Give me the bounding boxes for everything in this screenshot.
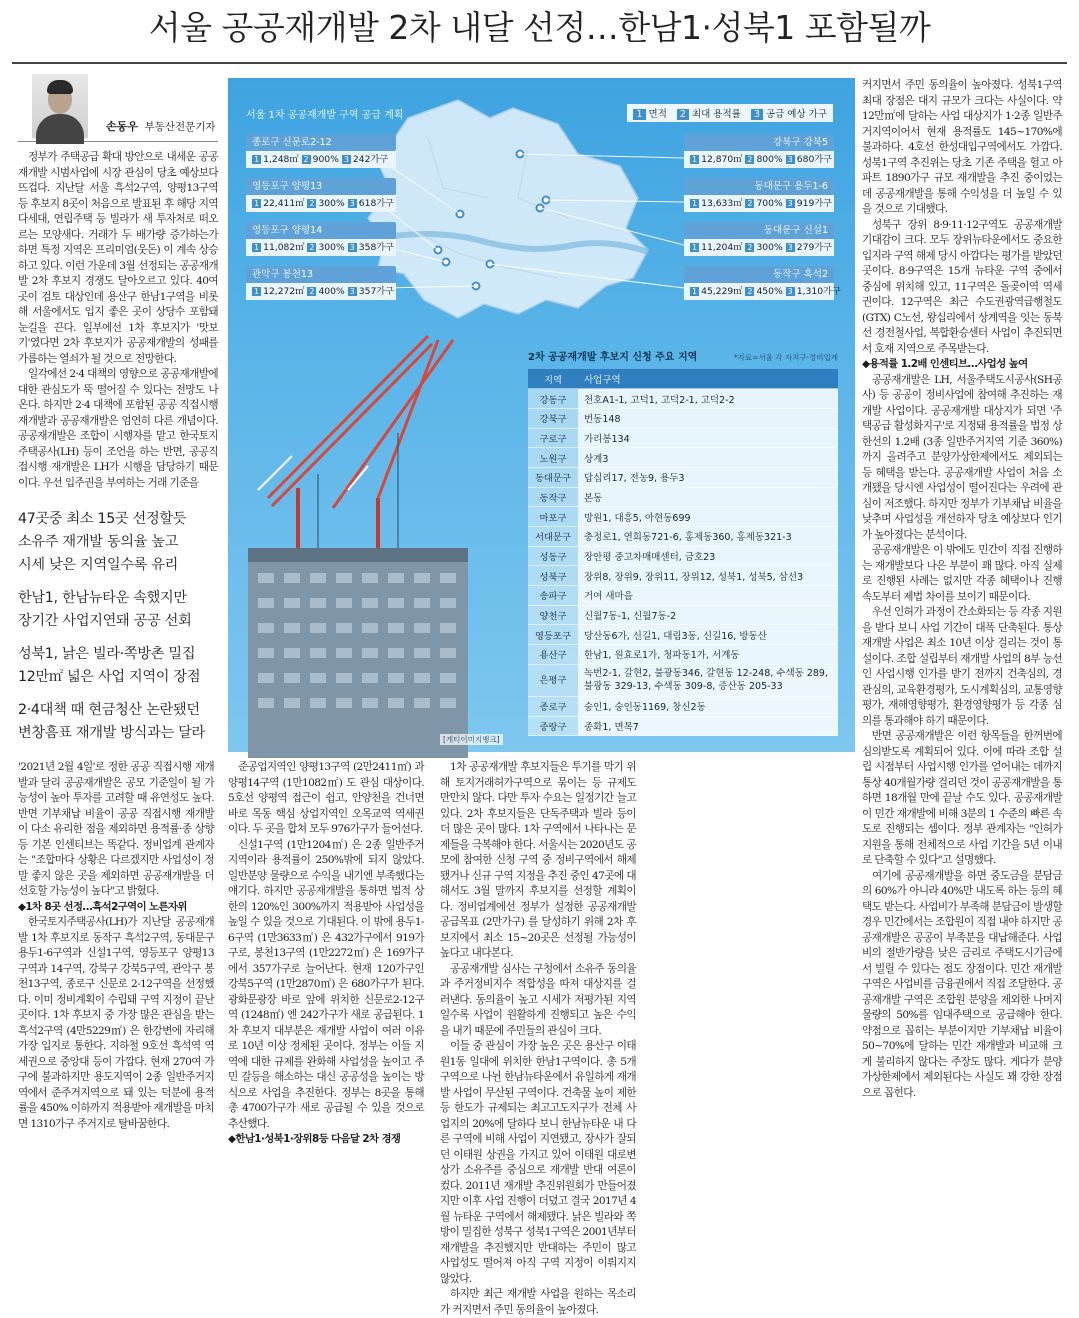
reporter-photo xyxy=(32,74,88,138)
table-cell-district: 종로구 xyxy=(528,696,578,716)
district-values: 1 11,082㎡ 2 300% 3 358가구 xyxy=(246,239,396,256)
district-far: 400% xyxy=(318,286,345,297)
pull-quote-line: 변창흠표 재개발 방식과는 달라 xyxy=(18,725,205,741)
table-row xyxy=(528,389,838,409)
district-units: 357가구 xyxy=(358,286,395,297)
table-cell-district: 중랑구 xyxy=(528,716,578,736)
district-values: 1 45,229㎡ 2 450% 3 1,310가구 xyxy=(684,283,834,300)
pull-quote-line: 47곳중 최소 15곳 선정할듯 xyxy=(18,511,187,527)
table-cell-areas: 상계3 xyxy=(578,448,838,468)
headline: 서울 공공재개발 2차 내달 선정…한남1·성북1 포함될까 xyxy=(148,8,931,47)
article-paragraph: 성북구 장위 8·9·11·12구역도 공공재개발 기대감이 크다. 모두 장위뉴타운에서도 중요한 입지라 구역 해제 당시 아깝다는 평가를 받았던 곳이다. 8·9구역은 15개 뉴타운 구역 중에서 중심에 위치해 있고, 11구역은 돌곶이역 역세권이다. 12구역은 최근 수도권광역급행철도 (GTX) C노선, 왕십리에서 상계역을 잇는 동북선 경전철사업, 복합환승센터 사업이 추진되면서 호재 지역으로 주목받는다. xyxy=(862,218,1062,355)
table-row xyxy=(528,408,838,428)
article-paragraph: 공공재개발은 LH, 서울주택도시공사(SH공사) 등 공공이 정비사업에 참여해 추진하는 재개발 사업이다. 공공재개발 대상지가 되면 '주택공급 활성화지구'로 지정돼 용적률을 법정 상한선의 1.2배 (3종 일반주거지역 기준 360%) 까지 올려주고 분양가상한제에서도 제외되는 등 혜택을 받는다. 공공재개발 사업이 처음 소개됐을 당시엔 사업성이 떨어진다는 우려에 관심이 저조했다. 하지만 정부가 기부채납 비율을 낮추며 사업성을 개선하자 당초 예상보다 인기가 높아졌다는 분석이다. xyxy=(862,373,1062,541)
table-cell-district: 송파구 xyxy=(528,586,578,606)
table-source: *자료=서울 각 자치구·정비업계 xyxy=(733,353,838,362)
table-cell-district: 서대문구 xyxy=(528,527,578,547)
article-paragraph: 정부가 주택공급 확대 방안으로 내세운 공공재개발 시범사업에 시장 관심이 당초 예상보다 뜨겁다. 지난달 서울 흑석2구역, 양평13구역 등 후보지 8곳이 처음으로 발표된 후 해당 지역 다세대, 연립주택 등 빌라가 새 투자처로 떠오르는 모양새다. 거래가 두 배가량 증가하는가 하면 특정 지역은 프리미엄(웃돈) 이 계속 상승하고 있다. 이런 가운데 3월 선정되는 공공재개발 2차 후보지 경쟁도 달아오르고 있다. 40여 곳이 검토 대상인데 용산구 한남1구역을 비롯해 서울에서도 입지 좋은 곳이 상당수 포함돼 눈길을 끈다. 일부에선 1차 후보지가 '맛보기'였다면 2차 후보지가 공공재개발의 성패를 가름하는 열쇠가 될 것으로 전망한다. xyxy=(18,151,218,365)
legend-item: 2 최대 용적률 xyxy=(677,106,741,120)
article-paragraph: 공공재개발은 이 밖에도 민간이 직접 진행하는 재개발보다 나은 부분이 꽤 많다. 아직 실제로 진행된 사례는 없지만 각종 혜택이나 진행 속도부터 제법 차이를 보이기 때문이다. xyxy=(862,544,1062,603)
byline xyxy=(18,74,218,142)
table-cell-areas: 당산동6가, 신길1, 대림3동, 신길16, 방동산 xyxy=(578,625,838,645)
table-cell-areas: 답십리17, 전농9, 용두3 xyxy=(578,467,838,487)
district-far: 300% xyxy=(756,242,783,253)
pull-quote-line: 성북1, 낡은 빌라·쪽방촌 밀집 xyxy=(18,646,196,662)
map-title: 서울 1차 공공재개발 구역 공급 계획 xyxy=(246,110,404,121)
district-units: 618가구 xyxy=(358,198,395,209)
district-callout xyxy=(246,178,396,212)
district-values: 1 22,411㎡ 2 300% 3 618가구 xyxy=(246,195,396,212)
pull-quote-line: 한남1, 한남뉴타운 속했지만 xyxy=(18,590,187,606)
district-area: 11,082㎡ xyxy=(263,242,305,253)
district-name: 동대문구 신설1 xyxy=(684,222,834,239)
pull-quote xyxy=(18,508,218,755)
article-column-left xyxy=(18,150,218,489)
pull-quote-line: 장기간 사업지연돼 공공 선회 xyxy=(18,613,192,629)
article-subheading: ◆용적률 1.2배 인센티브…사업성 높여 xyxy=(862,358,1028,370)
district-units: 680가구 xyxy=(796,154,833,165)
district-units: 1,310가구 xyxy=(796,286,841,297)
table-header-row xyxy=(528,369,838,389)
table-cell-areas: 장안평 중고차매매센터, 금호23 xyxy=(578,546,838,566)
article-paragraph: 반면 공공재개발은 이런 항목들을 한꺼번에 심의받도록 계획되어 있다. 이에 따라 조합 설립 시점부터 사업시행 인가를 얻어내는 데까지 통상 40개월가량 걸리던 것이 공공재개발을 통하면 18개월 만에 끝날 수도 있다. 공공재개발이 민간 재개발에 비해 3분의 1 수준의 빠른 속도로 진행되는 셈이다. 정부 관계자는 "인허가 지원을 통해 전체적으로 사업 기간을 5년 이내로 단축할 수 있다"고 설명했다. xyxy=(862,730,1062,866)
table-row xyxy=(528,645,838,665)
district-units: 919가구 xyxy=(796,198,833,209)
table-cell-district: 양천구 xyxy=(528,605,578,625)
table-cell-district: 구로구 xyxy=(528,428,578,448)
district-values: 1 11,204㎡ 2 300% 3 279가구 xyxy=(684,239,834,256)
district-units: 358가구 xyxy=(358,242,395,253)
table-title: 2차 공공재개발 후보지 신청 주요 지역 xyxy=(528,352,698,363)
table-row xyxy=(528,716,838,736)
legend-item: 3 공급 예상 가구 xyxy=(751,106,827,120)
table-row xyxy=(528,428,838,448)
district-area: 1,248㎡ xyxy=(263,154,299,165)
table-row xyxy=(528,664,838,696)
article-column-bottom-2 xyxy=(228,760,424,1145)
table-row xyxy=(528,586,838,606)
pull-quote-line: 12만㎡ 넓은 사업 지역이 장점 xyxy=(18,669,201,685)
table-row xyxy=(528,467,838,487)
district-name: 강북구 강북5 xyxy=(684,134,834,151)
table-cell-district: 강북구 xyxy=(528,408,578,428)
table-cell-district: 마포구 xyxy=(528,507,578,527)
photo-credit: [게티이미지뱅크] xyxy=(440,734,503,745)
article-paragraph: 준공업지역인 양평13구역 (2만2411㎡) 과 양평14구역 (1만1082㎡) 도 관심 대상이다. 5호선 양평역 접근이 쉽고, 안양천을 건너면 바로 목동 핵심 상업지역인 오목교역 역세권이다. 두 곳을 합쳐 모두 976가구가 들어선다. xyxy=(228,761,424,835)
table-cell-district: 영등포구 xyxy=(528,625,578,645)
headline-rule xyxy=(12,62,1067,64)
table-cell-areas: 한남1, 원효로1가, 청파동1가, 서계동 xyxy=(578,645,838,665)
table-cell-district: 은평구 xyxy=(528,664,578,696)
table-cell-areas: 신월7동-1, 신월7동-2 xyxy=(578,605,838,625)
table-cell-areas: 장위8, 장위9, 장위11, 장위12, 성북1, 성북5, 삼선3 xyxy=(578,566,838,586)
table-row xyxy=(528,605,838,625)
table-cell-areas: 천호A1-1, 고덕1, 고덕2-1, 고덕2-2 xyxy=(578,389,838,409)
reporter-name xyxy=(106,118,216,134)
pull-quote-line: 소유주 재개발 동의율 높고 xyxy=(18,534,179,550)
district-name: 동작구 흑석2 xyxy=(684,266,834,283)
district-area: 13,633㎡ xyxy=(701,198,743,209)
table-cell-district: 성동구 xyxy=(528,546,578,566)
district-callout xyxy=(246,266,396,300)
district-area: 22,411㎡ xyxy=(263,198,305,209)
table-cell-areas: 거여 새마을 xyxy=(578,586,838,606)
pull-quote-line: 2·4대책 때 현금청산 논란됐던 xyxy=(18,702,200,718)
reporter-name-text: 손동우 xyxy=(106,120,138,133)
legend-item: 1 면적 xyxy=(633,106,666,120)
table-cell-district: 노원구 xyxy=(528,448,578,468)
pull-quote-line: 시세 낮은 지역일수록 유리 xyxy=(18,557,179,573)
table-cell-district: 용산구 xyxy=(528,645,578,665)
article-subheading: ◆한남1·성북1·장위8등 다음달 2차 경쟁 xyxy=(228,1133,401,1145)
table-cell-areas: 중화1, 면목7 xyxy=(578,716,838,736)
district-callout xyxy=(684,222,834,256)
article-paragraph: 커지면서 주민 동의율이 높아졌다. 성북1구역 최대 장점은 대지 규모가 크다는 사실이다. 약 12만㎡에 달하는 사업 대상지가 1·2종 일반주거지역이어서 현재 용적률도 145~170%에 불과하다. 4호선 한성대입구역에서도 가깝다. 성북1구역 추진위는 당초 기존 주택을 헐고 아파트 1890가구 규모 재개발을 추진 중이었는데 공공재개발을 통해 수익성을 더 높일 수 있을 것으로 기대했다. xyxy=(862,79,1062,215)
article-paragraph: '2021년 2월 4일'로 정한 공공 직접시행 재개발과 달리 공공재개발은 공모 기준일이 될 가능성이 높아 투자를 고려할 때 유연성도 높다. 반면 기부채납 비율이 공공 직접시행 재개발이 다소 유리한 점을 제외하면 용적률·종 상향 등 기본 인센티브는 똑같다. 정비업계 관계자는 "조합마다 상황은 다르겠지만 사업성이 정말 좋지 않은 곳을 제외하면 공공재개발을 더 선호할 가능성이 높다"고 밝혔다. xyxy=(18,761,214,897)
district-units: 279가구 xyxy=(796,242,833,253)
article-paragraph: 신설1구역 (1만1204㎡) 은 2종 일반주거지역이라 용적률이 250%밖에 되지 않았다. 일반분양 물량으로 수익을 내기엔 부족했다는 얘기다. 하지만 공공재개발을 통하면 법적 상한의 120%인 300%까지 적용받아 사업성을 높일 수 있을 것으로 기대된다. 이 밖에 용두1-6구역 (1만3633㎡) 은 432가구에서 919가구로, 봉천13구역 (1만2272㎡) 은 169가구에서 357가구로 늘어난다. 현재 120가구인 강북5구역 (1만2870㎡) 은 680가구가 된다. 광화문광장 바로 앞에 위치한 신문로2-12구역 (1248㎡) 엔 242가구가 새로 공급된다. 1차 후보지 대부분은 재개발 사업이 여러 이유로 10년 이상 정체된 곳이다. 정부는 이들 지역에 대한 규제를 완화해 사업성을 높이고 주민 갈등을 해소하는 대신 공공성을 높이는 방식으로 사업을 추진한다. 정부는 8곳을 통해 총 4700가구가 새로 공급될 수 있을 것으로 추산했다. xyxy=(228,838,424,1130)
district-callout xyxy=(246,222,396,256)
district-area: 12,870㎡ xyxy=(701,154,743,165)
district-far: 700% xyxy=(756,198,783,209)
table-header-cell: 지역 xyxy=(528,369,578,389)
table-cell-areas: 망원1, 대흥5, 아현동699 xyxy=(578,507,838,527)
district-area: 11,204㎡ xyxy=(701,242,743,253)
reporter-title: 부동산전문기자 xyxy=(144,121,216,133)
district-units: 242가구 xyxy=(352,154,389,165)
pull-quote-group xyxy=(18,587,218,633)
candidate-table xyxy=(528,348,838,736)
district-name: 종로구 신문로2-12 xyxy=(246,134,396,151)
table-cell-areas: 숭인1, 숭인동1169, 창신2동 xyxy=(578,696,838,716)
district-far: 800% xyxy=(756,154,783,165)
table-row xyxy=(528,448,838,468)
district-far: 900% xyxy=(312,154,339,165)
table-cell-district: 성북구 xyxy=(528,566,578,586)
article-paragraph: 공공재개발 심사는 구청에서 소유주 동의율과 주거정비지수 적합성을 따져 대상지를 걸러낸다. 동의율이 높고 시세가 저평가된 지역일수록 사업이 원활하게 진행되고 높은 수익을 내기 때문에 주민들의 관심이 크다. xyxy=(440,962,636,1037)
district-name: 관악구 봉천13 xyxy=(246,266,396,283)
table-row xyxy=(528,566,838,586)
article-column-bottom-3 xyxy=(440,760,636,1316)
table-row xyxy=(528,487,838,507)
district-far: 450% xyxy=(756,286,783,297)
district-callout xyxy=(684,266,841,300)
table-row xyxy=(528,625,838,645)
table-row xyxy=(528,507,838,527)
infographic xyxy=(228,78,855,752)
district-far: 300% xyxy=(318,242,345,253)
table-cell-areas: 충정로1, 연희동721-6, 홍제동360, 홍제동321-3 xyxy=(578,527,838,547)
pull-quote-group xyxy=(18,508,218,577)
article-column-right xyxy=(862,78,1063,1099)
table-cell-areas: 가리봉134 xyxy=(578,428,838,448)
pull-quote-group xyxy=(18,699,218,745)
article-paragraph: 이들 중 관심이 가장 높은 곳은 용산구 이태원1동 일대에 위치한 한남1구역이다. 총 5개 구역으로 나뉜 한남뉴타운에서 유일하게 재개발 사업이 무산된 구역이다. 건축물 높이 제한 등 한도가 규제되는 최고고도지구가 전체 사업지의 20%에 달하다 보니 한남뉴타운 내 다른 구역에 비해 사업이 지연됐고, 장사가 잘되던 이태원 상권을 가지고 있어 이태원 대로변 상가 소유주를 중심으로 재개발 반대 여론이 컸다. 2011년 재개발 추진위원회가 만들어졌지만 이후 사업 진행이 더뎠고 결국 2017년 4월 뉴타운 구역에서 해제됐다. 낡은 빌라와 쪽방이 밀집한 성북구 성북1구역은 2001년부터 재개발을 추진했지만 반대하는 주민이 많고 사업성도 떨어져 아직 구역 지정이 이뤄지지 않았다. xyxy=(440,1040,636,1285)
district-values: 1 12,272㎡ 2 400% 3 357가구 xyxy=(246,283,396,300)
table-row xyxy=(528,527,838,547)
table-header-cell: 사업구역 xyxy=(578,369,838,389)
table-cell-areas: 녹번2-1, 갈현2, 불광동346, 갈현동 12-248, 수색동 289, 불광동 329-13, 수색동 309-8, 증산동 205-33 xyxy=(578,664,838,696)
article-paragraph: 우선 인허가 과정이 간소화되는 등 각종 지원을 받다 보니 사업 기간이 대폭 단축된다. 통상 재개발 사업은 최소 10년 이상 걸리는 것이 통설이다. 조합 설립부터 재개발 사업의 8부 능선인 사업시행 인가를 받기 전까지 건축심의, 경관심의, 교육환경평가, 도시계획심의, 교통영향평가, 재해영향평가, 환경영향평가 등 각종 심의를 통과해야 하기 때문이다. xyxy=(862,606,1063,727)
article-paragraph: 하지만 최근 재개발 사업을 원하는 목소리가 커지면서 주민 동의율이 높아졌다. xyxy=(440,1288,636,1316)
article-paragraph: 1차 공공재개발 후보지들은 투기를 막기 위해 토지거래허가구역으로 묶이는 등 규제도 만만치 않다. 다만 투자 수요는 일정기간 늘고 있다. 2차 후보지들은 단독주택과 빌라 등이 더 많은 곳이 많다. 1차 구역에서 나타나는 문제들을 극복해야 한다. 서울시는 2020년도 공모에 참여한 신청 구역 중 정비구역에서 해제됐거나 신규 구역 지정을 추진 중인 47곳에 대해서도 3월 말까지 후보지를 선정할 계획이다. 정비업계에선 정부가 설정한 공공재개발 공급목표 (2만가구) 를 달성하기 위해 2차 후보지에서 최소 15~20곳은 선정될 가능성이 높다고 내다본다. xyxy=(440,761,636,959)
table-cell-district: 동작구 xyxy=(528,487,578,507)
table-cell-areas: 본동 xyxy=(578,487,838,507)
table-cell-areas: 번동148 xyxy=(578,408,838,428)
district-area: 45,229㎡ xyxy=(701,286,743,297)
district-values: 1 1,248㎡ 2 900% 3 242가구 xyxy=(246,151,396,168)
district-name: 영등포구 양평13 xyxy=(246,178,396,195)
pull-quote-group xyxy=(18,643,218,689)
article-paragraph: 한국토지주택공사(LH)가 지난달 공공재개발 1차 후보지로 동작구 흑석2구역, 동대문구 용두1-6구역과 신설1구역, 영등포구 양평13구역과 14구역, 강북구 강북5구역, 관악구 봉천13구역, 종로구 신문로 2-12구역을 선정했다. 이미 정비계획이 수립돼 구역 지정이 끝난 곳이다. 1차 후보지 중 가장 많은 관심을 받는 흑석2구역 (4만5229㎡) 은 한강변에 자리해 가장 입지로 통한다. 지하철 9호선 흑석역 역세권으로 중앙대 등이 가깝다. 현재 270여 가구에 불과하지만 용도지역이 2종 일반주거지역에서 준주거지역으로 돼 있는 덕분에 용적률을 450% 이하까지 적용받아 재개발을 마치면 1310가구 주거지로 탈바꿈한다. xyxy=(18,916,214,1130)
district-callout xyxy=(246,134,396,168)
map-legend xyxy=(627,104,833,122)
article-column-bottom-4 xyxy=(651,760,847,1060)
table-row xyxy=(528,546,838,566)
district-far: 300% xyxy=(318,198,345,209)
district-name: 영등포구 양평14 xyxy=(246,222,396,239)
article-paragraph: 일각에선 2·4 대책의 영향으로 공공재개발에 대한 관심도가 뚝 떨어질 수 있다는 전망도 나온다. 하지만 2·4 대책에 포함된 공공 직접시행 재개발과 공공재개발은 엄연히 다른 개념이다. 공공재개발은 조합이 시행자를 맡고 한국토지주택공사(LH) 등이 조언을 하는 반면, 공공직접시행 재개발은 LH가 시행을 담당하기 때문이다. 우선 입주권을 부여하는 거래 기준을 xyxy=(18,368,218,489)
table-cell-district: 동대문구 xyxy=(528,467,578,487)
article-paragraph: 여기에 공공재개발을 하면 중도금을 분담금의 60%가 아니라 40%만 내도록 하는 등의 혜택도 받는다. 사업비가 부족해 분담금이 발생할 경우 민간에서는 조합원이 직접 내야 하지만 공공재개발은 공공이 부족분을 대납해준다. 사업비의 절반가량을 낮은 금리로 주택도시기금에서 빌릴 수 있다는 점도 장점이다. 민간 재개발 구역은 사업비를 금융권에서 직접 조달한다. 공공재개발 구역은 조합원 분양을 제외한 나머지 물량의 50%를 임대주택으로 공급해야 한다. 약점으로 꼽히는 부분이지만 기부채납 비율이 50~70%에 달하는 민간 재개발과 비교해 크게 불리하지 않다는 주장도 많다. 게다가 분양가상한제에서 제외된다는 사실도 꽤 강한 장점으로 꼽힌다. xyxy=(862,869,1062,1099)
district-name: 동대문구 용두1-6 xyxy=(684,178,834,195)
table-cell-district: 강동구 xyxy=(528,389,578,409)
district-callout xyxy=(684,134,834,168)
district-area: 12,272㎡ xyxy=(263,286,305,297)
district-values: 1 13,633㎡ 2 700% 3 919가구 xyxy=(684,195,834,212)
district-callout xyxy=(684,178,834,212)
table-row xyxy=(528,696,838,716)
article-subheading: ◆1차 8곳 선정…흑석2구역이 노른자위 xyxy=(18,900,187,913)
district-values: 1 12,870㎡ 2 800% 3 680가구 xyxy=(684,151,834,168)
article-column-bottom-1 xyxy=(18,760,214,1130)
